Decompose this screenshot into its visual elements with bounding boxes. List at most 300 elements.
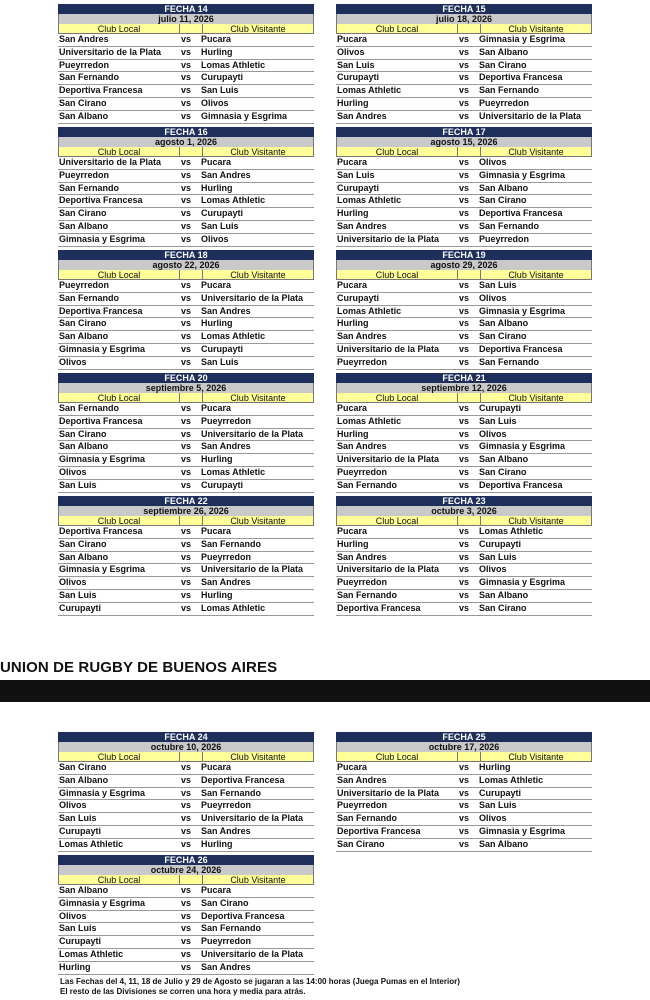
column-headers xyxy=(58,147,314,157)
page-title: UNION DE RUGBY DE BUENOS AIRES xyxy=(0,659,278,676)
match-row xyxy=(58,331,314,344)
away-team: San Albano xyxy=(479,589,529,600)
away-team: Lomas Athletic xyxy=(201,59,266,70)
match-row xyxy=(58,441,314,454)
fecha-title: FECHA 22 xyxy=(58,496,314,506)
vs-label: vs xyxy=(181,331,192,342)
vs-label: vs xyxy=(181,454,192,465)
home-team: Curupayti xyxy=(337,182,380,193)
away-team: Gimnasia y Esgrima xyxy=(479,825,566,836)
away-team: San Fernando xyxy=(201,923,262,934)
match-row xyxy=(336,195,592,208)
home-team: San Cirano xyxy=(59,97,107,108)
fecha-table xyxy=(336,732,592,852)
col-club-visitante: Club Visitante xyxy=(508,393,564,403)
match-row xyxy=(336,60,592,73)
home-team: Deportiva Francesa xyxy=(337,602,421,613)
away-team: San Andres xyxy=(201,169,251,180)
home-team: Lomas Athletic xyxy=(337,415,402,426)
match-row xyxy=(336,826,592,839)
away-team: Pueyrredon xyxy=(479,97,530,108)
col-vs xyxy=(180,752,203,761)
vs-label: vs xyxy=(181,220,192,231)
home-team: Olivos xyxy=(337,46,365,57)
away-team: Olivos xyxy=(479,564,507,575)
col-vs xyxy=(458,24,481,33)
vs-label: vs xyxy=(459,564,470,575)
home-team: Pueyrredon xyxy=(337,466,388,477)
col-club-visitante: Club Visitante xyxy=(508,270,564,280)
home-team: San Luis xyxy=(59,479,97,490)
home-team: Deportiva Francesa xyxy=(59,526,143,536)
home-team: San Albano xyxy=(59,110,109,121)
vs-label: vs xyxy=(459,577,470,588)
vs-label: vs xyxy=(181,526,192,536)
away-team: Gimnasia y Esgrima xyxy=(479,577,566,588)
vs-label: vs xyxy=(459,441,470,452)
home-team: Pueyrredon xyxy=(59,59,110,70)
col-club-visitante: Club Visitante xyxy=(508,516,564,526)
home-team: Deportiva Francesa xyxy=(337,825,421,836)
fecha-table xyxy=(336,127,592,247)
home-team: Gimnasia y Esgrima xyxy=(59,897,146,908)
column-headers xyxy=(58,24,314,34)
col-vs xyxy=(458,516,481,525)
match-row xyxy=(58,800,314,813)
vs-label: vs xyxy=(459,46,470,57)
home-team: San Fernando xyxy=(59,72,120,83)
vs-label: vs xyxy=(459,208,470,219)
vs-label: vs xyxy=(181,72,192,83)
away-team: San Albano xyxy=(479,454,529,465)
col-club-local: Club Local xyxy=(59,516,180,525)
note-line: El resto de las Divisiones se corren una hora y media para atrás. xyxy=(60,987,306,996)
vs-label: vs xyxy=(181,885,192,895)
fecha-title: FECHA 16 xyxy=(58,127,314,137)
match-row xyxy=(336,441,592,454)
vs-label: vs xyxy=(459,220,470,231)
vs-label: vs xyxy=(459,454,470,465)
home-team: Hurling xyxy=(337,428,369,439)
home-team: Hurling xyxy=(337,97,369,108)
home-team: San Fernando xyxy=(59,403,120,413)
vs-label: vs xyxy=(181,825,192,836)
home-team: San Albano xyxy=(59,551,109,562)
home-team: Pucara xyxy=(337,403,368,413)
fecha-date: agosto 15, 2026 xyxy=(336,137,592,147)
match-row xyxy=(336,293,592,306)
vs-label: vs xyxy=(181,787,192,798)
vs-label: vs xyxy=(181,564,192,575)
away-team: Pueyrredon xyxy=(201,800,252,811)
vs-label: vs xyxy=(181,182,192,193)
match-row xyxy=(58,564,314,577)
home-team: San Luis xyxy=(59,589,97,600)
match-row xyxy=(58,480,314,493)
home-team: Gimnasia y Esgrima xyxy=(59,454,146,465)
home-team: San Luis xyxy=(337,59,375,70)
away-team: San Fernando xyxy=(479,220,540,231)
fecha-date: agosto 29, 2026 xyxy=(336,260,592,270)
fecha-date: agosto 1, 2026 xyxy=(58,137,314,147)
home-team: Curupayti xyxy=(59,602,102,613)
fecha-title: FECHA 17 xyxy=(336,127,592,137)
away-team: San Fernando xyxy=(201,538,262,549)
home-team: Olivos xyxy=(59,356,87,367)
home-team: San Albano xyxy=(59,220,109,231)
away-team: San Luis xyxy=(201,356,239,367)
match-row xyxy=(58,788,314,801)
vs-label: vs xyxy=(181,762,192,772)
home-team: Lomas Athletic xyxy=(337,305,402,316)
match-row xyxy=(58,293,314,306)
match-row xyxy=(336,170,592,183)
col-club-visitante: Club Visitante xyxy=(508,752,564,762)
fecha-table xyxy=(58,373,314,493)
match-row xyxy=(58,454,314,467)
column-headers xyxy=(58,270,314,280)
away-team: Universitario de la Plata xyxy=(201,564,304,575)
match-row xyxy=(58,34,314,47)
vs-label: vs xyxy=(459,800,470,811)
vs-label: vs xyxy=(181,233,192,244)
vs-label: vs xyxy=(459,466,470,477)
home-team: Lomas Athletic xyxy=(59,838,124,849)
away-team: Pucara xyxy=(201,403,232,413)
home-team: Universitario de la Plata xyxy=(59,46,162,57)
vs-label: vs xyxy=(459,343,470,354)
match-row xyxy=(58,234,314,247)
match-row xyxy=(336,85,592,98)
column-headers xyxy=(336,270,592,280)
match-row xyxy=(58,170,314,183)
home-team: Gimnasia y Esgrima xyxy=(59,343,146,354)
fecha-table xyxy=(58,250,314,370)
home-team: San Fernando xyxy=(59,292,120,303)
match-row xyxy=(58,280,314,293)
home-team: San Albano xyxy=(59,331,109,342)
home-team: Universitario de la Plata xyxy=(337,564,440,575)
home-team: Pueyrredon xyxy=(59,169,110,180)
fecha-date: octubre 10, 2026 xyxy=(58,742,314,752)
home-team: San Fernando xyxy=(59,182,120,193)
home-team: Pueyrredon xyxy=(337,800,388,811)
vs-label: vs xyxy=(459,838,470,849)
home-team: San Cirano xyxy=(59,762,107,772)
away-team: San Luis xyxy=(479,415,517,426)
match-row xyxy=(58,923,314,936)
away-team: Curupayti xyxy=(201,479,244,490)
match-row xyxy=(58,911,314,924)
vs-label: vs xyxy=(459,526,470,536)
match-row xyxy=(336,234,592,247)
away-team: Olivos xyxy=(479,813,507,824)
col-vs xyxy=(458,270,481,279)
away-team: Olivos xyxy=(479,292,507,303)
home-team: Lomas Athletic xyxy=(337,195,402,206)
match-row xyxy=(58,577,314,590)
fecha-title: FECHA 18 xyxy=(58,250,314,260)
fecha-title: FECHA 23 xyxy=(336,496,592,506)
match-row xyxy=(336,306,592,319)
home-team: Pucara xyxy=(337,34,368,44)
match-row xyxy=(336,577,592,590)
match-row xyxy=(336,344,592,357)
home-team: San Luis xyxy=(337,169,375,180)
vs-label: vs xyxy=(459,280,470,290)
away-team: San Luis xyxy=(201,85,239,96)
vs-label: vs xyxy=(459,428,470,439)
vs-label: vs xyxy=(459,110,470,121)
match-row xyxy=(58,416,314,429)
fecha-date: agosto 22, 2026 xyxy=(58,260,314,270)
match-row xyxy=(58,429,314,442)
col-vs xyxy=(458,393,481,402)
away-team: Olivos xyxy=(479,157,507,167)
col-vs xyxy=(458,752,481,761)
home-team: San Fernando xyxy=(337,479,398,490)
home-team: San Albano xyxy=(59,774,109,785)
match-row xyxy=(58,539,314,552)
home-team: San Andres xyxy=(337,110,387,121)
vs-label: vs xyxy=(181,961,192,972)
col-club-visitante: Club Visitante xyxy=(230,516,286,526)
home-team: Gimnasia y Esgrima xyxy=(59,787,146,798)
home-team: Curupayti xyxy=(337,292,380,303)
col-club-local: Club Local xyxy=(337,752,458,761)
away-team: Hurling xyxy=(201,454,233,465)
col-club-local: Club Local xyxy=(337,147,458,156)
vs-label: vs xyxy=(459,182,470,193)
vs-label: vs xyxy=(181,208,192,219)
home-team: Curupayti xyxy=(337,72,380,83)
match-row xyxy=(58,775,314,788)
home-team: Hurling xyxy=(337,538,369,549)
home-team: San Andres xyxy=(337,774,387,785)
vs-label: vs xyxy=(459,157,470,167)
match-row xyxy=(336,539,592,552)
home-team: San Cirano xyxy=(337,838,385,849)
vs-label: vs xyxy=(181,589,192,600)
match-row xyxy=(336,762,592,775)
match-row xyxy=(336,111,592,124)
col-club-visitante: Club Visitante xyxy=(230,270,286,280)
vs-label: vs xyxy=(459,825,470,836)
vs-label: vs xyxy=(181,813,192,824)
away-team: San Luis xyxy=(479,800,517,811)
away-team: Lomas Athletic xyxy=(479,526,544,536)
home-team: San Fernando xyxy=(337,589,398,600)
vs-label: vs xyxy=(181,110,192,121)
fecha-table xyxy=(336,496,592,616)
col-club-visitante: Club Visitante xyxy=(230,24,286,34)
fecha-title: FECHA 14 xyxy=(58,4,314,14)
match-row xyxy=(58,221,314,234)
col-club-visitante: Club Visitante xyxy=(230,752,286,762)
vs-label: vs xyxy=(459,169,470,180)
home-team: Pueyrredon xyxy=(59,280,110,290)
match-row xyxy=(58,60,314,73)
vs-label: vs xyxy=(459,602,470,613)
away-team: Universitario de la Plata xyxy=(201,948,304,959)
fecha-title: FECHA 19 xyxy=(336,250,592,260)
match-row xyxy=(336,564,592,577)
vs-label: vs xyxy=(181,318,192,329)
away-team: San Luis xyxy=(479,280,517,290)
match-row xyxy=(336,98,592,111)
away-team: Lomas Athletic xyxy=(201,331,266,342)
vs-label: vs xyxy=(181,577,192,588)
match-row xyxy=(58,318,314,331)
match-row xyxy=(336,208,592,221)
away-team: Curupayti xyxy=(201,72,244,83)
away-team: Curupayti xyxy=(201,343,244,354)
match-row xyxy=(336,590,592,603)
vs-label: vs xyxy=(459,59,470,70)
column-headers xyxy=(336,752,592,762)
away-team: San Cirano xyxy=(479,602,527,613)
away-team: San Cirano xyxy=(479,195,527,206)
match-row xyxy=(58,936,314,949)
column-headers xyxy=(336,147,592,157)
vs-label: vs xyxy=(459,762,470,772)
away-team: Hurling xyxy=(201,318,233,329)
match-row xyxy=(58,885,314,898)
vs-label: vs xyxy=(181,948,192,959)
vs-label: vs xyxy=(459,195,470,206)
home-team: San Albano xyxy=(59,441,109,452)
home-team: Hurling xyxy=(337,318,369,329)
match-row xyxy=(58,47,314,60)
match-row xyxy=(58,552,314,565)
match-row xyxy=(58,826,314,839)
away-team: Pucara xyxy=(201,157,232,167)
vs-label: vs xyxy=(459,787,470,798)
away-team: Pucara xyxy=(201,885,232,895)
fecha-table xyxy=(58,855,314,975)
vs-label: vs xyxy=(181,403,192,413)
column-headers xyxy=(58,752,314,762)
home-team: San Luis xyxy=(59,923,97,934)
match-row xyxy=(336,34,592,47)
home-team: San Cirano xyxy=(59,538,107,549)
fecha-date: octubre 3, 2026 xyxy=(336,506,592,516)
away-team: San Luis xyxy=(479,551,517,562)
fecha-table xyxy=(58,4,314,124)
fecha-table xyxy=(336,4,592,124)
vs-label: vs xyxy=(181,428,192,439)
match-row xyxy=(58,962,314,975)
match-row xyxy=(336,603,592,616)
home-team: Universitario de la Plata xyxy=(337,454,440,465)
match-row xyxy=(58,183,314,196)
away-team: Deportiva Francesa xyxy=(201,910,285,921)
home-team: Pucara xyxy=(337,526,368,536)
match-row xyxy=(336,454,592,467)
vs-label: vs xyxy=(459,318,470,329)
col-club-local: Club Local xyxy=(337,270,458,279)
match-row xyxy=(336,800,592,813)
away-team: Pueyrredon xyxy=(201,551,252,562)
match-row xyxy=(336,788,592,801)
fecha-title: FECHA 26 xyxy=(58,855,314,865)
col-club-visitante: Club Visitante xyxy=(230,147,286,157)
away-team: Gimnasia y Esgrima xyxy=(479,441,566,452)
away-team: Lomas Athletic xyxy=(201,602,266,613)
col-club-visitante: Club Visitante xyxy=(230,875,286,885)
col-club-local: Club Local xyxy=(59,393,180,402)
home-team: San Luis xyxy=(59,813,97,824)
vs-label: vs xyxy=(181,169,192,180)
home-team: San Cirano xyxy=(59,428,107,439)
home-team: Universitario de la Plata xyxy=(337,787,440,798)
vs-label: vs xyxy=(459,356,470,367)
vs-label: vs xyxy=(459,331,470,342)
fecha-date: octubre 24, 2026 xyxy=(58,865,314,875)
col-club-local: Club Local xyxy=(337,393,458,402)
away-team: San Andres xyxy=(201,825,251,836)
vs-label: vs xyxy=(459,589,470,600)
home-team: San Andres xyxy=(337,551,387,562)
away-team: Hurling xyxy=(201,838,233,849)
away-team: Hurling xyxy=(201,46,233,57)
match-row xyxy=(336,183,592,196)
vs-label: vs xyxy=(181,936,192,947)
vs-label: vs xyxy=(181,800,192,811)
away-team: Olivos xyxy=(201,97,229,108)
schedule-notes xyxy=(60,977,460,997)
match-row xyxy=(336,280,592,293)
vs-label: vs xyxy=(181,479,192,490)
vs-label: vs xyxy=(181,195,192,206)
column-headers xyxy=(336,393,592,403)
away-team: San Fernando xyxy=(201,787,262,798)
away-team: Gimnasia y Esgrima xyxy=(479,305,566,316)
fecha-date: julio 11, 2026 xyxy=(58,14,314,24)
home-team: Deportiva Francesa xyxy=(59,305,143,316)
vs-label: vs xyxy=(181,343,192,354)
home-team: San Cirano xyxy=(59,208,107,219)
home-team: San Cirano xyxy=(59,318,107,329)
away-team: Olivos xyxy=(201,233,229,244)
match-row xyxy=(58,72,314,85)
match-row xyxy=(336,72,592,85)
match-row xyxy=(336,157,592,170)
col-club-local: Club Local xyxy=(59,24,180,33)
fecha-date: septiembre 5, 2026 xyxy=(58,383,314,393)
home-team: Universitario de la Plata xyxy=(337,343,440,354)
home-team: Deportiva Francesa xyxy=(59,85,143,96)
away-team: San Andres xyxy=(201,305,251,316)
vs-label: vs xyxy=(181,910,192,921)
home-team: Lomas Athletic xyxy=(337,85,402,96)
away-team: Deportiva Francesa xyxy=(479,208,563,219)
away-team: San Cirano xyxy=(479,331,527,342)
vs-label: vs xyxy=(181,602,192,613)
away-team: San Fernando xyxy=(479,356,540,367)
home-team: Deportiva Francesa xyxy=(59,415,143,426)
fecha-date: julio 18, 2026 xyxy=(336,14,592,24)
match-row xyxy=(58,111,314,124)
col-vs xyxy=(180,516,203,525)
away-team: San Albano xyxy=(479,318,529,329)
away-team: Lomas Athletic xyxy=(201,195,266,206)
away-team: San Andres xyxy=(201,441,251,452)
match-row xyxy=(58,357,314,370)
col-club-visitante: Club Visitante xyxy=(508,24,564,34)
home-team: Olivos xyxy=(59,800,87,811)
home-team: Gimnasia y Esgrima xyxy=(59,233,146,244)
